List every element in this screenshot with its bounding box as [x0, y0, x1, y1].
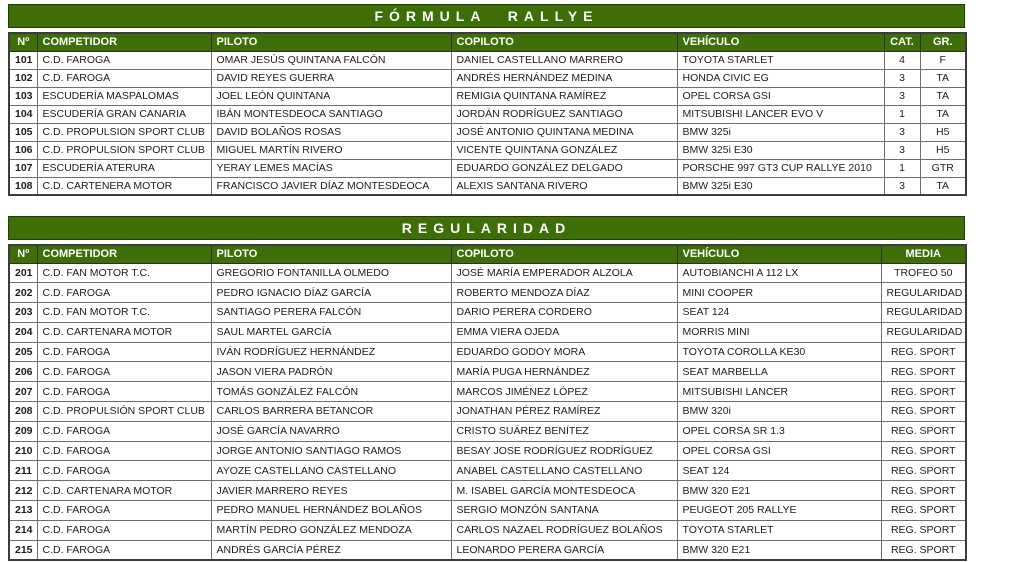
table-cell: C.D. FAROGA	[37, 283, 211, 303]
table-cell: MARCOS JIMÉNEZ LÓPEZ	[451, 382, 677, 402]
table-cell: C.D. FAROGA	[37, 362, 211, 382]
col-header-piloto: PILOTO	[211, 245, 451, 263]
table-cell: REG. SPORT	[881, 441, 966, 461]
table-cell: ANDRÉS HERNÁNDEZ MEDINA	[451, 69, 677, 87]
table-cell: ANDRÉS GARCÍA PÉREZ	[211, 540, 451, 560]
table-cell: 207	[9, 382, 37, 402]
table-cell: H5	[920, 141, 966, 159]
table-cell: C.D. PROPULSION SPORT CLUB	[37, 123, 211, 141]
table-cell: REG. SPORT	[881, 501, 966, 521]
table-cell: BMW 325i E30	[677, 177, 884, 195]
table-cell: OPEL CORSA GSI	[677, 87, 884, 105]
table-cell: PEDRO IGNACIO DÍAZ GARCÍA	[211, 283, 451, 303]
col-header-number: Nº	[9, 33, 37, 51]
regularidad-tbody	[9, 263, 966, 560]
formula-rallye-table	[8, 32, 967, 196]
table-cell: AUTOBIANCHI A 112 LX	[677, 263, 881, 283]
table-cell: 202	[9, 283, 37, 303]
table-cell: C.D. PROPULSION SPORT CLUB	[37, 141, 211, 159]
table-cell: BMW 320 E21	[677, 540, 881, 560]
table-row	[9, 177, 966, 195]
table-cell: 214	[9, 520, 37, 540]
table-cell: M. ISABEL GARCÍA MONTESDEOCA	[451, 481, 677, 501]
table-cell: C.D. FAROGA	[37, 69, 211, 87]
table-cell: C.D. FAROGA	[37, 342, 211, 362]
table-cell: CARLOS NAZAEL RODRÍGUEZ BOLAÑOS	[451, 520, 677, 540]
table-cell: REGULARIDAD	[881, 322, 966, 342]
header-row	[9, 33, 966, 51]
table-cell: ESCUDERÍA MASPALOMAS	[37, 87, 211, 105]
table-cell: 209	[9, 421, 37, 441]
table-cell: BMW 320 E21	[677, 481, 881, 501]
table-cell: VICENTE QUINTANA GONZÁLEZ	[451, 141, 677, 159]
table-row	[9, 283, 966, 303]
table-cell: EDUARDO GODOY MORA	[451, 342, 677, 362]
table-cell: 210	[9, 441, 37, 461]
table-cell: OPEL CORSA SR 1.3	[677, 421, 881, 441]
table-cell: C.D. FAROGA	[37, 421, 211, 441]
table-cell: 3	[884, 123, 920, 141]
col-header-gr: GR.	[920, 33, 966, 51]
table-cell: ESCUDERÍA ATERURA	[37, 159, 211, 177]
table-cell: BESAY JOSE RODRÍGUEZ RODRÍGUEZ	[451, 441, 677, 461]
section-title-formula-rallye: FÓRMULA RALLYE	[8, 4, 965, 28]
table-cell: 205	[9, 342, 37, 362]
regularidad-table	[8, 244, 967, 561]
col-header-cat: CAT.	[884, 33, 920, 51]
table-cell: TOMÁS GONZÁLEZ FALCÓN	[211, 382, 451, 402]
table-cell: ROBERTO MENDOZA DÍAZ	[451, 283, 677, 303]
table-cell: JAVIER MARRERO REYES	[211, 481, 451, 501]
table-cell: TROFEO 50	[881, 263, 966, 283]
table-cell: MITSUBISHI LANCER	[677, 382, 881, 402]
table-cell: GREGORIO FONTANILLA OLMEDO	[211, 263, 451, 283]
table-cell: 204	[9, 322, 37, 342]
table-cell: MARTÍN PEDRO GONZÁLEZ MENDOZA	[211, 520, 451, 540]
table-cell: AYOZE CASTELLANO CASTELLANO	[211, 461, 451, 481]
table-row	[9, 141, 966, 159]
table-row	[9, 540, 966, 560]
table-cell: H5	[920, 123, 966, 141]
table-cell: C.D. FAN MOTOR T.C.	[37, 263, 211, 283]
table-cell: 104	[9, 105, 37, 123]
table-cell: C.D. FAROGA	[37, 520, 211, 540]
table-row	[9, 322, 966, 342]
table-cell: TA	[920, 87, 966, 105]
table-row	[9, 51, 966, 69]
table-cell: DAVID BOLAÑOS ROSAS	[211, 123, 451, 141]
table-row	[9, 461, 966, 481]
table-cell: SERGIO MONZÓN SANTANA	[451, 501, 677, 521]
col-header-vehiculo: VEHÍCULO	[677, 33, 884, 51]
table-row	[9, 501, 966, 521]
table-cell: HONDA CIVIC EG	[677, 69, 884, 87]
table-cell: REG. SPORT	[881, 362, 966, 382]
regularidad-header	[9, 245, 966, 263]
table-cell: C.D. FAROGA	[37, 382, 211, 402]
table-cell: SEAT 124	[677, 303, 881, 323]
col-header-copiloto: COPILOTO	[451, 33, 677, 51]
table-cell: F	[920, 51, 966, 69]
table-cell: 213	[9, 501, 37, 521]
table-cell: 3	[884, 69, 920, 87]
table-cell: 201	[9, 263, 37, 283]
table-cell: SEAT MARBELLA	[677, 362, 881, 382]
col-header-media: MEDIA	[881, 245, 966, 263]
table-cell: 206	[9, 362, 37, 382]
table-row	[9, 123, 966, 141]
table-cell: REG. SPORT	[881, 342, 966, 362]
table-cell: SEAT 124	[677, 461, 881, 481]
table-cell: OPEL CORSA GSI	[677, 441, 881, 461]
table-cell: JOSÉ ANTONIO QUINTANA MEDINA	[451, 123, 677, 141]
table-cell: JOEL LEÓN QUINTANA	[211, 87, 451, 105]
table-row	[9, 159, 966, 177]
table-cell: 215	[9, 540, 37, 560]
table-cell: PEDRO MANUEL HERNÁNDEZ BOLAÑOS	[211, 501, 451, 521]
table-cell: TA	[920, 105, 966, 123]
table-cell: 106	[9, 141, 37, 159]
table-cell: TA	[920, 69, 966, 87]
formula-rallye-header	[9, 33, 966, 51]
table-cell: C.D. FAROGA	[37, 461, 211, 481]
table-cell: 101	[9, 51, 37, 69]
table-cell: 107	[9, 159, 37, 177]
table-cell: 4	[884, 51, 920, 69]
table-cell: SAUL MARTEL GARCÍA	[211, 322, 451, 342]
table-cell: TOYOTA COROLLA KE30	[677, 342, 881, 362]
table-row	[9, 362, 966, 382]
table-row	[9, 421, 966, 441]
table-cell: 208	[9, 402, 37, 422]
table-cell: 3	[884, 177, 920, 195]
table-row	[9, 382, 966, 402]
table-cell: DANIEL CASTELLANO MARRERO	[451, 51, 677, 69]
table-cell: 3	[884, 87, 920, 105]
table-cell: 105	[9, 123, 37, 141]
formula-rallye-section	[8, 4, 965, 196]
formula-rallye-tbody	[9, 51, 966, 195]
table-cell: IVÁN RODRÍGUEZ HERNÁNDEZ	[211, 342, 451, 362]
table-cell: TOYOTA STARLET	[677, 520, 881, 540]
table-cell: REG. SPORT	[881, 402, 966, 422]
table-row	[9, 520, 966, 540]
table-cell: REG. SPORT	[881, 382, 966, 402]
regularidad-section	[8, 216, 965, 561]
col-header-vehiculo: VEHÍCULO	[677, 245, 881, 263]
table-cell: CARLOS BARRERA BETANCOR	[211, 402, 451, 422]
table-cell: MARÍA PUGA HERNÁNDEZ	[451, 362, 677, 382]
table-cell: GTR	[920, 159, 966, 177]
table-cell: 102	[9, 69, 37, 87]
table-cell: BMW 320i	[677, 402, 881, 422]
col-header-competidor: COMPETIDOR	[37, 33, 211, 51]
table-row	[9, 263, 966, 283]
table-cell: MORRIS MINI	[677, 322, 881, 342]
table-cell: C.D. FAROGA	[37, 540, 211, 560]
table-cell: DARIO PERERA CORDERO	[451, 303, 677, 323]
table-cell: YERAY LEMES MACÍAS	[211, 159, 451, 177]
table-cell: MIGUEL MARTÍN RIVERO	[211, 141, 451, 159]
table-cell: TA	[920, 177, 966, 195]
section-title-regularidad: REGULARIDAD	[8, 216, 965, 240]
table-cell: ESCUDERÍA GRAN CANARIA	[37, 105, 211, 123]
table-cell: REG. SPORT	[881, 461, 966, 481]
table-cell: C.D. CARTENARA MOTOR	[37, 481, 211, 501]
table-cell: SANTIAGO PERERA FALCÓN	[211, 303, 451, 323]
col-header-number: Nº	[9, 245, 37, 263]
table-cell: JORDÁN RODRÍGUEZ SANTIAGO	[451, 105, 677, 123]
table-cell: MINI COOPER	[677, 283, 881, 303]
table-row	[9, 87, 966, 105]
table-cell: C.D. FAN MOTOR T.C.	[37, 303, 211, 323]
table-cell: IBÁN MONTESDEOCA SANTIAGO	[211, 105, 451, 123]
table-cell: ALEXIS SANTANA RIVERO	[451, 177, 677, 195]
table-cell: FRANCISCO JAVIER DÍAZ MONTESDEOCA	[211, 177, 451, 195]
table-cell: PORSCHE 997 GT3 CUP RALLYE 2010	[677, 159, 884, 177]
table-cell: MITSUBISHI LANCER EVO V	[677, 105, 884, 123]
table-cell: REG. SPORT	[881, 481, 966, 501]
table-cell: REG. SPORT	[881, 540, 966, 560]
table-cell: 108	[9, 177, 37, 195]
table-cell: 211	[9, 461, 37, 481]
table-cell: C.D. FAROGA	[37, 441, 211, 461]
table-cell: BMW 325i E30	[677, 141, 884, 159]
table-cell: OMAR JESÚS QUINTANA FALCÓN	[211, 51, 451, 69]
table-row	[9, 481, 966, 501]
header-row	[9, 245, 966, 263]
table-cell: REGULARIDAD	[881, 283, 966, 303]
table-cell: 203	[9, 303, 37, 323]
table-cell: C.D. CARTENARA MOTOR	[37, 322, 211, 342]
table-cell: ANABEL CASTELLANO CASTELLANO	[451, 461, 677, 481]
table-cell: DAVID REYES GUERRA	[211, 69, 451, 87]
table-cell: 1	[884, 105, 920, 123]
table-row	[9, 69, 966, 87]
col-header-piloto: PILOTO	[211, 33, 451, 51]
table-cell: REG. SPORT	[881, 421, 966, 441]
table-row	[9, 342, 966, 362]
table-cell: PEUGEOT 205 RALLYE	[677, 501, 881, 521]
table-cell: C.D. PROPULSIÓN SPORT CLUB	[37, 402, 211, 422]
table-cell: 103	[9, 87, 37, 105]
table-row	[9, 303, 966, 323]
table-cell: C.D. FAROGA	[37, 501, 211, 521]
table-cell: JOSÉ MARÍA EMPERADOR ALZOLA	[451, 263, 677, 283]
table-cell: REMIGIA QUINTANA RAMÍREZ	[451, 87, 677, 105]
table-cell: REGULARIDAD	[881, 303, 966, 323]
table-cell: JOSÉ GARCÍA NAVARRO	[211, 421, 451, 441]
table-cell: LEONARDO PERERA GARCÍA	[451, 540, 677, 560]
table-row	[9, 441, 966, 461]
table-cell: JONATHAN PÉREZ RAMÍREZ	[451, 402, 677, 422]
col-header-copiloto: COPILOTO	[451, 245, 677, 263]
table-cell: EDUARDO GONZÁLEZ DELGADO	[451, 159, 677, 177]
col-header-competidor: COMPETIDOR	[37, 245, 211, 263]
table-cell: EMMA VIERA OJEDA	[451, 322, 677, 342]
table-cell: JORGE ANTONIO SANTIAGO RAMOS	[211, 441, 451, 461]
table-cell: BMW 325i	[677, 123, 884, 141]
table-cell: C.D. FAROGA	[37, 51, 211, 69]
table-cell: REG. SPORT	[881, 520, 966, 540]
table-cell: 3	[884, 141, 920, 159]
table-cell: TOYOTA STARLET	[677, 51, 884, 69]
table-row	[9, 402, 966, 422]
table-row	[9, 105, 966, 123]
table-cell: CRISTO SUÁREZ BENÍTEZ	[451, 421, 677, 441]
table-cell: C.D. CARTENERA MOTOR	[37, 177, 211, 195]
table-cell: 212	[9, 481, 37, 501]
table-cell: 1	[884, 159, 920, 177]
table-cell: JASON VIERA PADRÓN	[211, 362, 451, 382]
